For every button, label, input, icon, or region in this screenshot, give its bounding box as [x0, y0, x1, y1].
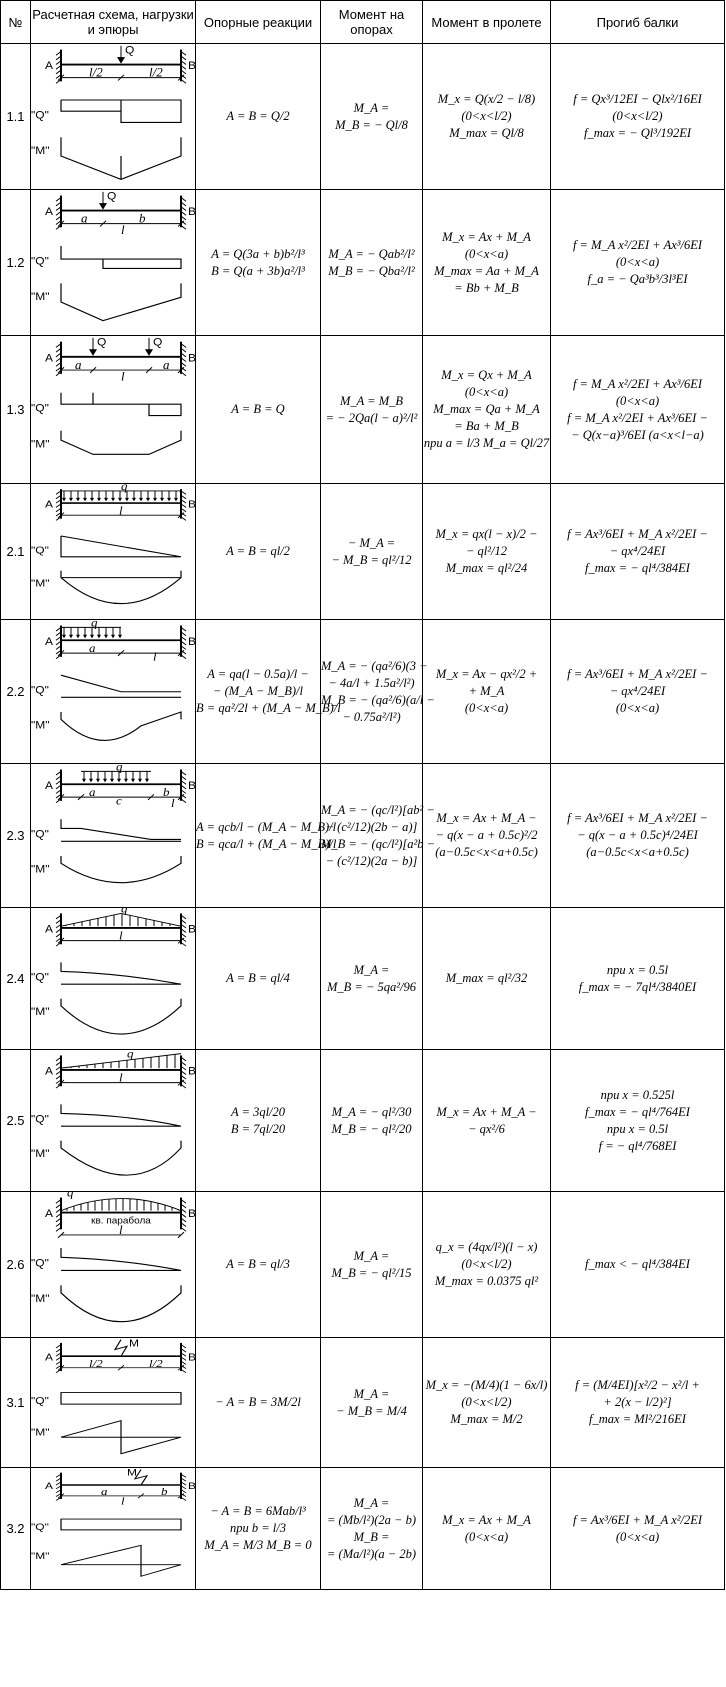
label-Q_diag: "Q": [31, 255, 49, 268]
formula-line: = (Ma/l²)(a − 2b): [326, 1546, 416, 1561]
row-number: 3.1: [1, 1338, 31, 1468]
formula-line: M_x = Ax + M_A −: [436, 1104, 537, 1119]
formula-line: A = qcb/l − (M_A − M_B)/l: [196, 819, 337, 834]
formula-line: − (c²/12)(2b − a)]: [325, 819, 418, 834]
formula-line: − qx⁴/24EI: [609, 544, 666, 558]
span-moments: [423, 484, 551, 620]
label-Q_diag: "Q": [31, 1396, 49, 1407]
beam-deflection: [551, 336, 725, 484]
formula-line: M_A =: [353, 1248, 390, 1263]
support-reactions: [196, 336, 321, 484]
label-M_diag: "M": [31, 437, 50, 451]
formula-line: M_max = M/2: [450, 1412, 523, 1426]
label-b: b: [161, 1486, 168, 1498]
span-moments: [423, 764, 551, 908]
formula-line: f_max = − 7ql⁴/3840EI: [578, 979, 697, 994]
formula-line: f_max = − ql⁴/384EI: [585, 561, 690, 575]
formula-line: M_B = − ql²/15: [331, 1265, 412, 1280]
label-l2: l/2: [149, 1357, 163, 1370]
formula-line: f = − ql⁴/768EI: [598, 1138, 677, 1153]
shear-diagram: [61, 1248, 181, 1270]
label-Q_diag: "Q": [31, 684, 49, 697]
support-moments: [321, 908, 423, 1050]
formula-row: [1, 484, 725, 620]
formula-row: [1, 336, 725, 484]
beam-deflection: [551, 1468, 725, 1590]
label-A: A: [45, 205, 53, 219]
shear-diagram: [61, 962, 181, 984]
label-parabola: кв. парабола: [91, 1216, 151, 1227]
moment-diagram: [61, 1141, 181, 1175]
scheme-diagram: [31, 336, 196, 484]
formula-line: f = M_A x²/2EI + Ax³/6EI −: [567, 410, 708, 425]
label-Q_diag: "Q": [31, 1113, 49, 1126]
label-c: c: [116, 793, 122, 808]
label-A: A: [45, 1207, 53, 1221]
label-l2: l/2: [89, 66, 103, 80]
label-A: A: [45, 780, 54, 792]
header-moment-supports: Момент на опорах: [321, 1, 423, 44]
formula-line: A = B = ql/3: [226, 1257, 290, 1271]
scheme-diagram: [31, 1468, 196, 1590]
label-l: l: [119, 929, 123, 943]
support-reactions: [196, 1338, 321, 1468]
span-moments: [423, 1468, 551, 1590]
formula-line: f_a = − Qa³b³/3l³EI: [587, 272, 688, 286]
row-number: 2.5: [1, 1050, 31, 1192]
formula-line: M_A = − Qab²/l²: [328, 246, 415, 261]
formula-line: f_max = − Ql³/192EI: [583, 126, 692, 140]
moment-diagram: [61, 1285, 181, 1321]
moment-diagram: [61, 1545, 181, 1576]
formula-line: f = Qx³/12EI − Qlx²/16EI: [573, 92, 702, 106]
scheme-diagram: [31, 44, 196, 190]
label-q: q: [116, 764, 123, 774]
span-moments: [423, 620, 551, 764]
formula-row: [1, 908, 725, 1050]
formula-line: f_max = − ql⁴/764EI: [585, 1104, 690, 1119]
moment-diagram: [61, 283, 181, 320]
label-B: B: [188, 59, 196, 73]
formula-row: [1, 620, 725, 764]
label-B: B: [188, 499, 196, 511]
support-reactions: [196, 44, 321, 190]
label-B: B: [187, 636, 196, 648]
shear-diagram: [61, 1104, 181, 1126]
label-M_diag: "M": [31, 577, 50, 590]
support-reactions: [196, 908, 321, 1050]
span-moments: [423, 190, 551, 336]
label-A: A: [45, 923, 54, 936]
formula-line: = (Mb/l²)(2a − b): [326, 1512, 416, 1527]
label-Q: Q: [153, 336, 163, 349]
formula-line: − M_B = ql²/12: [331, 552, 412, 567]
scheme-diagram: [31, 764, 196, 908]
row-number: 2.6: [1, 1192, 31, 1338]
shear-diagram: [61, 246, 181, 268]
formula-line: A = B = Q: [231, 402, 285, 416]
formula-line: M_B =: [353, 1529, 390, 1544]
formula-line: (0<x<a): [464, 1529, 509, 1544]
header-row: [1, 1, 725, 44]
formula-line: (a−0.5c<x<a+0.5c): [435, 845, 538, 859]
scheme-diagram: [31, 1192, 196, 1338]
beam-deflection: [551, 1338, 725, 1468]
span-moments: [423, 1192, 551, 1338]
row-number: 1.3: [1, 336, 31, 484]
formula-line: M_A = M/3 M_B = 0: [204, 1538, 312, 1552]
label-a: a: [75, 358, 82, 373]
formula-line: M_max = 0.0375 ql²: [434, 1274, 539, 1288]
span-moments: [423, 1338, 551, 1468]
formula-line: M_B = − 5qa²/96: [326, 979, 416, 994]
support-moments: [321, 1050, 423, 1192]
moment-diagram: [61, 712, 181, 740]
formula-line: − 0.75a²/l²): [342, 709, 401, 724]
moment-diagram: [61, 856, 181, 883]
row-number: 2.2: [1, 620, 31, 764]
formula-line: при x = 0.525l: [600, 1087, 675, 1102]
formula-line: = Ba + M_B: [454, 419, 519, 433]
shear-diagram: [61, 393, 181, 416]
label-Q: Q: [107, 190, 117, 203]
shear-diagram: [61, 675, 181, 697]
header-scheme: Расчетная схема, нагрузки и эпюры: [31, 1, 196, 44]
formula-line: − M_B = M/4: [336, 1403, 407, 1418]
formula-line: − ql²/12: [465, 544, 507, 558]
shear-diagram: [61, 1393, 181, 1405]
formula-line: − (c²/12)(2a − b)]: [325, 853, 418, 868]
label-a: a: [81, 212, 88, 226]
formula-line: при x = 0.5l: [606, 962, 669, 977]
label-Q_diag: "Q": [31, 971, 49, 984]
formula-line: M_B = − Qba²/l²: [328, 263, 415, 278]
label-q: q: [91, 620, 98, 630]
label-b: b: [163, 785, 170, 800]
label-B: B: [187, 351, 196, 365]
formula-line: M_A = − (qc/l²)[ab² −: [321, 802, 435, 817]
support-moments: [321, 1192, 423, 1338]
formula-line: M_x = −(M/4)(1 − 6x/l): [425, 1378, 548, 1392]
formula-line: A = Q(3a + b)b²/l³: [211, 246, 305, 261]
formula-line: M_x = Ax + M_A −: [436, 811, 537, 825]
formula-line: M_B = − (qa²/6)(a/l −: [321, 692, 435, 707]
label-A: A: [45, 59, 53, 73]
label-l: l: [119, 1223, 123, 1237]
label-l: l: [119, 1071, 123, 1085]
beam-deflection: [551, 908, 725, 1050]
formula-line: M_x = Qx + M_A: [441, 368, 532, 382]
formula-line: − qx⁴/24EI: [609, 684, 666, 698]
formula-line: M_max = ql²/32: [445, 971, 528, 985]
label-M_diag: "M": [31, 1148, 50, 1160]
label-M_diag: "M": [31, 863, 50, 876]
formula-line: − Q(x−a)³/6EI (a<x<l−a): [571, 427, 704, 442]
formula-line: (0<x<a): [615, 255, 660, 269]
label-M_diag: "M": [31, 719, 50, 732]
formula-line: M_x = Ax + M_A: [442, 1512, 531, 1527]
label-M: M: [127, 1468, 137, 1479]
shear-diagram: [61, 100, 181, 122]
label-A: A: [45, 351, 54, 365]
formula-line: (0<x<a): [615, 701, 660, 715]
formula-line: M_x = Q(x/2 − l/8): [437, 92, 536, 106]
label-q: q: [121, 908, 128, 916]
label-a: a: [89, 641, 96, 656]
formula-line: B = qa²/2l + (M_A − M_B)/l: [196, 701, 341, 715]
label-B: B: [187, 923, 196, 936]
beam-deflection: [551, 1050, 725, 1192]
label-l: l: [119, 504, 123, 518]
support-moments: [321, 620, 435, 764]
formula-line: M_max = ql²/24: [445, 561, 528, 575]
support-moments: [321, 44, 423, 190]
formula-line: − A = B = 6Mab/l³: [210, 1504, 306, 1518]
formula-line: = Bb + M_B: [454, 280, 519, 295]
formula-line: (0<x<l/2): [461, 109, 512, 123]
formula-line: при a = l/3 M_a = Ql/27: [423, 436, 550, 450]
header-reactions: Опорные реакции: [196, 1, 321, 44]
support-reactions: [196, 1050, 321, 1192]
label-l: l: [171, 796, 175, 811]
support-reactions: [196, 1468, 321, 1590]
formula-line: − (M_A − M_B)/l: [213, 684, 303, 698]
formula-row: [1, 1050, 725, 1192]
formula-row: [1, 190, 725, 336]
moment-diagram: [61, 1421, 181, 1454]
label-l: l: [121, 369, 125, 384]
beam-deflection: [551, 764, 725, 908]
formula-line: M_x = Ax + M_A: [442, 229, 531, 244]
label-Q_diag: "Q": [31, 402, 49, 415]
row-number: 2.1: [1, 484, 31, 620]
row-number: 1.2: [1, 190, 31, 336]
formula-line: + M_A: [468, 684, 505, 698]
formula-line: M_B = − Ql/8: [335, 117, 408, 132]
formula-line: M_x = qx(l − x)/2 −: [435, 527, 538, 541]
scheme-diagram: [31, 620, 196, 764]
formula-line: M_B = − (qc/l²)[a²b −: [321, 836, 436, 851]
formula-line: M_A = − (qa²/6)(3 −: [321, 658, 428, 673]
label-l2: l/2: [149, 66, 163, 80]
moment-diagram: [61, 571, 181, 604]
label-q: q: [121, 484, 128, 493]
scheme-diagram: [31, 1050, 196, 1192]
moment-diagram: [61, 431, 181, 455]
formula-line: M_max = Ql/8: [449, 126, 524, 140]
formula-line: (0<x<l/2): [461, 1257, 512, 1271]
label-Q: Q: [125, 44, 135, 57]
formula-line: f = Ax³/6EI + M_A x²/2EI: [572, 1512, 703, 1527]
label-Q: Q: [97, 336, 107, 349]
support-reactions: [196, 190, 321, 336]
shear-diagram: [61, 1519, 181, 1530]
formula-line: f = M_A x²/2EI + Ax³/6EI: [572, 238, 703, 252]
formula-row: [1, 1468, 725, 1590]
formula-line: A = 3ql/20: [230, 1104, 286, 1119]
scheme-diagram: [31, 484, 196, 620]
formula-line: A = B = ql/4: [226, 971, 290, 985]
formula-line: B = Q(a + 3b)a²/l³: [211, 263, 305, 278]
formula-line: M_A =: [353, 1495, 390, 1510]
label-A: A: [45, 636, 54, 648]
formula-line: (0<x<a): [464, 701, 509, 715]
support-moments: [321, 190, 423, 336]
header-deflection: Прогиб балки: [551, 1, 725, 44]
formula-row: [1, 1192, 725, 1338]
label-B: B: [187, 780, 196, 792]
header-moment-span: Момент в пролете: [423, 1, 551, 44]
beam-deflection: [551, 484, 725, 620]
label-q: q: [67, 1192, 74, 1200]
formula-line: M_A =: [353, 100, 390, 115]
label-Q_diag: "Q": [31, 828, 49, 841]
label-b: b: [139, 212, 146, 226]
formula-line: (0<x<l/2): [612, 109, 663, 123]
label-a: a: [89, 785, 96, 800]
formula-line: B = 7ql/20: [230, 1121, 286, 1136]
label-B: B: [188, 1481, 196, 1492]
span-moments: [423, 44, 551, 190]
formula-line: q_x = (4qx/l²)(l − x): [435, 1240, 538, 1254]
formula-row: [1, 44, 725, 190]
beam-deflection: [551, 620, 725, 764]
support-reactions: [196, 484, 321, 620]
formula-line: (0<x<a): [464, 385, 509, 399]
row-number: 1.1: [1, 44, 31, 190]
formula-line: − A = B = 3M/2l: [215, 1395, 301, 1409]
formula-row: [1, 1338, 725, 1468]
label-B: B: [188, 205, 196, 219]
formula-line: f = Ax³/6EI + M_A x²/2EI −: [567, 527, 708, 541]
label-a: a: [101, 1486, 108, 1498]
label-M_diag: "M": [31, 290, 50, 304]
support-moments: [321, 1468, 423, 1590]
formula-line: M_A = − ql²/30: [331, 1104, 412, 1119]
label-q: q: [126, 1050, 134, 1061]
formula-row: [1, 764, 725, 908]
formula-line: (0<x<a): [464, 246, 509, 261]
formula-line: − q(x − a + 0.5c)⁴/24EI: [577, 828, 698, 842]
formula-line: M_x = Ax − qx²/2 +: [435, 667, 538, 681]
formula-line: M_max = Aa + M_A: [434, 263, 539, 278]
support-moments: [321, 484, 423, 620]
label-l: l: [121, 1495, 125, 1507]
row-number: 3.2: [1, 1468, 31, 1590]
formula-line: M_A =: [353, 962, 390, 977]
label-A: A: [45, 1481, 54, 1492]
label-A: A: [45, 1065, 54, 1078]
label-M_diag: "M": [31, 1292, 50, 1306]
label-l2: l/2: [89, 1357, 103, 1370]
row-number: 2.3: [1, 764, 31, 908]
formula-line: при x = 0.5l: [606, 1121, 669, 1136]
support-moments: [321, 1338, 423, 1468]
label-M_diag: "M": [31, 1427, 50, 1439]
label-A: A: [45, 499, 53, 511]
label-B: B: [188, 1207, 196, 1221]
header-num: №: [1, 1, 31, 44]
formula-line: − M_A =: [347, 535, 396, 550]
label-M_diag: "M": [31, 1551, 50, 1562]
scheme-diagram: [31, 1338, 196, 1468]
span-moments: [423, 908, 551, 1050]
beam-deflection: [551, 190, 725, 336]
label-M_diag: "M": [31, 144, 50, 158]
label-M: M: [129, 1338, 139, 1349]
row-number: 2.4: [1, 908, 31, 1050]
support-reactions: [196, 1192, 321, 1338]
formula-line: (0<x<a): [615, 1529, 660, 1544]
formula-line: M_A = M_B: [339, 393, 404, 408]
formula-line: = − 2Qa(l − a)²/l²: [325, 410, 418, 425]
label-A: A: [45, 1352, 54, 1364]
label-Q_diag: "Q": [31, 1522, 49, 1533]
span-moments: [423, 336, 551, 484]
support-moments: [321, 336, 423, 484]
formula-line: − qx²/6: [468, 1121, 505, 1136]
formula-line: M_A =: [353, 1386, 390, 1401]
moment-diagram: [61, 137, 181, 179]
label-B: B: [188, 1352, 196, 1364]
label-B: B: [187, 1065, 196, 1078]
beam-deflection: [551, 44, 725, 190]
shear-diagram: [61, 819, 181, 841]
formula-line: + 2(x − l/2)²]: [603, 1395, 672, 1409]
formula-line: f_max = Ml²/216EI: [589, 1412, 686, 1426]
formula-line: A = B = ql/2: [226, 544, 290, 558]
span-moments: [423, 1050, 551, 1192]
support-reactions: [196, 620, 341, 764]
label-l: l: [121, 223, 125, 237]
formula-line: A = qa(l − 0.5a)/l −: [207, 667, 309, 681]
formula-line: A = B = Q/2: [226, 109, 290, 123]
label-Q_diag: "Q": [31, 544, 49, 557]
formula-line: f_max < − ql⁴/384EI: [585, 1257, 690, 1271]
shear-diagram: [61, 536, 181, 557]
formula-line: − 4a/l + 1.5a²/l²): [328, 675, 415, 690]
formula-line: f = M_A x²/2EI + Ax³/6EI: [572, 376, 703, 391]
label-Q_diag: "Q": [31, 109, 49, 122]
moment-diagram: [61, 999, 181, 1034]
formula-line: M_max = Qa + M_A: [433, 402, 540, 416]
scheme-diagram: [31, 190, 196, 336]
label-M_diag: "M": [31, 1006, 50, 1018]
formula-line: − q(x − a + 0.5c)²/2: [435, 828, 538, 842]
formula-line: (a−0.5c<x<a+0.5c): [586, 845, 689, 859]
formula-line: B = qca/l + (M_A − M_B)/l: [196, 836, 337, 851]
label-l: l: [153, 649, 157, 664]
formula-line: (0<x<a): [615, 393, 660, 408]
beam-deflection: [551, 1192, 725, 1338]
formula-line: f = (M/4EI)[x²/2 − x²/l +: [575, 1378, 700, 1392]
label-a: a: [163, 358, 170, 373]
label-Q_diag: "Q": [31, 1257, 49, 1270]
formula-line: M_B = − ql²/20: [331, 1121, 412, 1136]
formula-line: (0<x<l/2): [461, 1395, 512, 1409]
support-moments: [321, 764, 436, 908]
formula-line: при b = l/3: [229, 1521, 286, 1535]
scheme-diagram: [31, 908, 196, 1050]
formula-line: f = Ax³/6EI + M_A x²/2EI −: [567, 667, 708, 681]
support-reactions: [196, 764, 337, 908]
formula-line: f = Ax³/6EI + M_A x²/2EI −: [567, 811, 708, 825]
